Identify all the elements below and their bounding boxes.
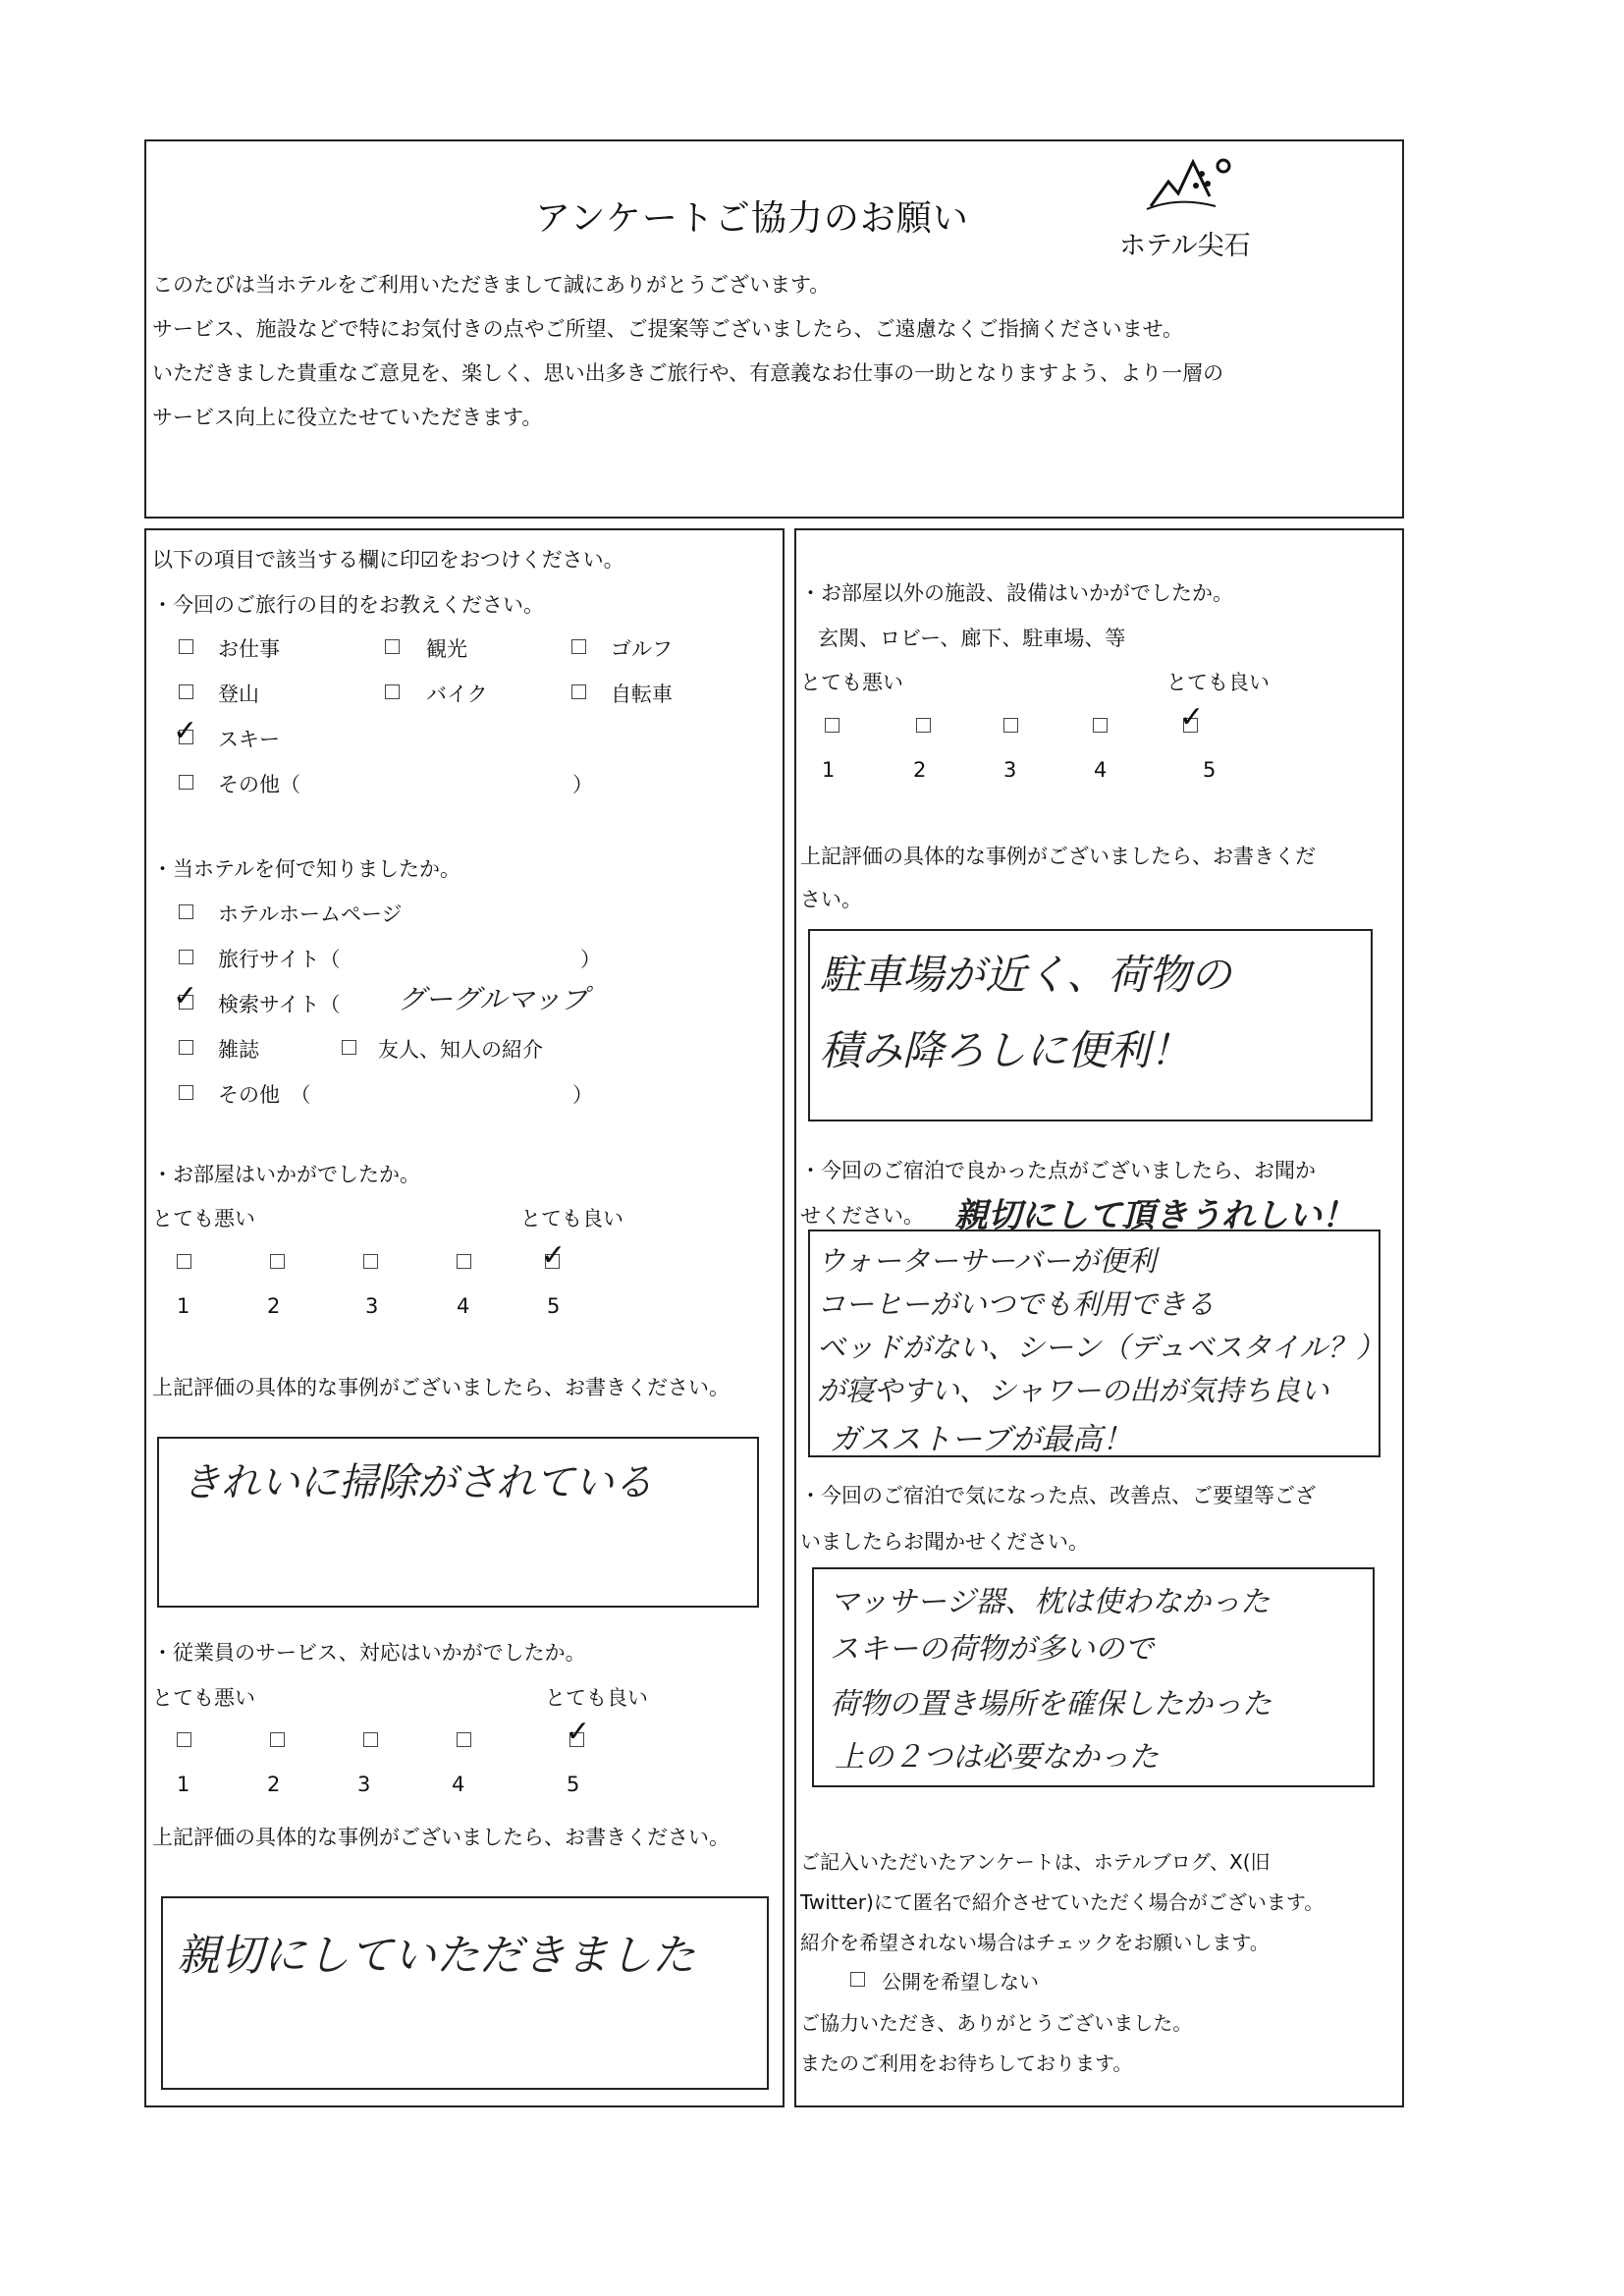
improvements-line-4: 上の２つは必要なかった (835, 1740, 1159, 1775)
intro-line-3: いただきました貴重なご意見を、楽しく、思い出多きご旅行や、有意義なお仕事の一助となりますよう、より一層の (152, 361, 1224, 385)
purpose-checkbox-work[interactable] (179, 639, 193, 654)
purpose-label-climbing: 登山 (218, 683, 259, 706)
closing-line-2: Twitter)にて匿名で紹介させていただく場合がございます。 (800, 1890, 1325, 1914)
good-points-inline-answer: 親切にして頂きうれしい！ (954, 1196, 1355, 1235)
source-label-homepage: ホテルホームページ (218, 902, 403, 926)
staff-bad-label: とても悪い (152, 1686, 255, 1710)
facilities-rating-checkbox-4[interactable] (1093, 718, 1108, 733)
check-mark-icon: ✓ (173, 979, 198, 1013)
source-checkbox-other[interactable] (179, 1085, 193, 1100)
staff-rating-number-3: 3 (357, 1773, 371, 1796)
page-title: アンケートご協力のお願い (535, 198, 969, 239)
facilities-good-label: とても良い (1166, 671, 1270, 694)
purpose-label-work: お仕事 (218, 637, 280, 661)
good-points-line-3: ベッドがない、シーン（デュベスタイル？） (817, 1331, 1384, 1364)
room-rating-number-5: 5 (547, 1294, 561, 1318)
improvements-prompt-2: いましたらお聞かせください。 (800, 1530, 1089, 1554)
check-mark-icon: ✓ (173, 714, 198, 748)
facilities-rating-number-1: 1 (822, 758, 836, 782)
hotel-name: ホテル尖石 (1119, 231, 1251, 261)
staff-rating-number-4: 4 (452, 1773, 465, 1796)
good-points-line-5: ガスストーブが最高！ (830, 1422, 1133, 1457)
purpose-label-other-close: ） (572, 773, 593, 796)
facilities-rating-checkbox-2[interactable] (916, 718, 931, 733)
facilities-rating-number-3: 3 (1003, 758, 1017, 782)
closing-line-1: ご記入いただいたアンケートは、ホテルブログ、X(旧 (800, 1850, 1271, 1874)
purpose-label-sightseeing: 観光 (426, 637, 467, 661)
staff-question: ・従業員のサービス、対応はいかがでしたか。 (152, 1641, 586, 1665)
room-rating-number-3: 3 (365, 1294, 379, 1318)
purpose-checkbox-bike[interactable] (385, 684, 400, 699)
improvements-line-2: スキーの荷物が多いので (830, 1632, 1154, 1667)
facilities-rating-checkbox-1[interactable] (825, 718, 839, 733)
staff-rating-number-5: 5 (567, 1773, 580, 1796)
purpose-checkbox-sightseeing[interactable] (385, 639, 400, 654)
facilities-detail-prompt-1: 上記評価の具体的な事例がございましたら、お書きくだ (800, 845, 1316, 868)
room-rating-checkbox-4[interactable] (457, 1254, 471, 1269)
check-mark-icon: ✓ (1179, 700, 1205, 735)
improvements-line-3: 荷物の置き場所を確保したかった (830, 1687, 1272, 1722)
purpose-question: ・今回のご旅行の目的をお教えください。 (152, 593, 544, 617)
room-rating-checkbox-2[interactable] (270, 1254, 285, 1269)
purpose-checkbox-other[interactable] (179, 775, 193, 790)
purpose-label-other: その他（ (218, 773, 300, 796)
thanks-line-1: ご協力いただき、ありがとうございました。 (800, 2011, 1193, 2035)
closing-line-3: 紹介を希望されない場合はチェックをお願いします。 (800, 1931, 1270, 1954)
staff-detail-prompt: 上記評価の具体的な事例がございましたら、お書きください。 (152, 1826, 730, 1849)
room-rating-number-4: 4 (457, 1294, 470, 1318)
staff-good-label: とても良い (545, 1686, 648, 1710)
room-good-label: とても良い (520, 1207, 623, 1230)
source-label-friends: 友人、知人の紹介 (378, 1038, 543, 1062)
no-publish-checkbox[interactable] (850, 1972, 865, 1987)
instruction-text: 以下の項目で該当する欄に印☑をおつけください。 (152, 548, 624, 572)
source-checkbox-friends[interactable] (342, 1040, 356, 1055)
source-checkbox-homepage[interactable] (179, 904, 193, 919)
intro-line-1: このたびは当ホテルをご利用いただきまして誠にありがとうございます。 (152, 273, 831, 297)
good-points-line-2: コーヒーがいつでも利用できる (817, 1287, 1215, 1321)
source-label-magazine: 雑誌 (218, 1038, 259, 1062)
room-rating-checkbox-1[interactable] (177, 1254, 191, 1269)
purpose-label-golf: ゴルフ (611, 637, 673, 661)
staff-rating-checkbox-4[interactable] (457, 1732, 471, 1747)
good-points-line-4: が寝やすい、シャワーの出が気持ち良い (817, 1374, 1329, 1407)
facilities-comment-line-2: 積み降ろしに便利！ (820, 1026, 1192, 1074)
staff-rating-checkbox-3[interactable] (363, 1732, 378, 1747)
good-points-prompt-1: ・今回のご宿泊で良かった点がございましたら、お聞か (800, 1159, 1316, 1182)
no-publish-label: 公開を希望しない (882, 1970, 1039, 1994)
purpose-label-bike: バイク (426, 683, 488, 706)
staff-rating-number-1: 1 (177, 1773, 190, 1796)
source-label-other-close: ） (572, 1083, 593, 1107)
purpose-label-ski: スキー (218, 728, 280, 751)
source-question: ・当ホテルを何で知りましたか。 (152, 857, 460, 881)
facilities-rating-checkbox-3[interactable] (1003, 718, 1018, 733)
source-label-travel-site-close: ） (580, 948, 601, 971)
facilities-rating-number-4: 4 (1094, 758, 1108, 782)
purpose-checkbox-climbing[interactable] (179, 684, 193, 699)
source-label-search-site: 検索サイト（ (218, 993, 341, 1016)
facilities-bad-label: とても悪い (800, 671, 903, 694)
staff-rating-checkbox-1[interactable] (177, 1732, 191, 1747)
staff-rating-number-2: 2 (267, 1773, 281, 1796)
facilities-sub: 玄関、ロビー、廊下、駐車場、等 (818, 627, 1126, 650)
intro-line-2: サービス、施設などで特にお気付きの点やご所望、ご提案等ございましたら、ご遠慮なくご指摘くださいませ。 (152, 317, 1183, 341)
facilities-rating-number-5: 5 (1203, 758, 1217, 782)
thanks-line-2: またのご利用をお待ちしております。 (800, 2051, 1133, 2075)
source-label-travel-site: 旅行サイト（ (218, 948, 341, 971)
hotel-logo-icon (1139, 152, 1247, 221)
facilities-comment-line-1: 駐車場が近く、荷物の (820, 951, 1232, 999)
purpose-label-bicycle: 自転車 (611, 683, 673, 706)
purpose-checkbox-bicycle[interactable] (571, 684, 586, 699)
facilities-detail-prompt-2: さい。 (800, 888, 862, 911)
improvements-prompt-1: ・今回のご宿泊で気になった点、改善点、ご要望等ござ (800, 1484, 1316, 1507)
room-rating-number-2: 2 (267, 1294, 281, 1318)
left-column-box (144, 528, 785, 2107)
facilities-question: ・お部屋以外の施設、設備はいかがでしたか。 (800, 581, 1233, 605)
facilities-rating-number-2: 2 (913, 758, 927, 782)
staff-rating-checkbox-2[interactable] (270, 1732, 285, 1747)
room-rating-checkbox-3[interactable] (363, 1254, 378, 1269)
search-site-answer: グーグルマップ (398, 983, 589, 1015)
purpose-checkbox-golf[interactable] (571, 639, 586, 654)
room-detail-prompt: 上記評価の具体的な事例がございましたら、お書きください。 (152, 1376, 730, 1399)
improvements-line-1: マッサージ器、枕は使わなかった (830, 1585, 1271, 1619)
good-points-line-1: ウォーターサーバーが便利 (817, 1244, 1157, 1278)
room-question: ・お部屋はいかがでしたか。 (152, 1163, 420, 1186)
good-points-prompt-2: せください。 (800, 1204, 924, 1228)
room-comment-text: きれいに掃除がされている (182, 1460, 653, 1505)
check-mark-icon: ✓ (541, 1238, 567, 1273)
source-checkbox-travel-site[interactable] (179, 950, 193, 964)
room-rating-number-1: 1 (177, 1294, 190, 1318)
source-checkbox-magazine[interactable] (179, 1040, 193, 1055)
source-label-other: その他 （ (218, 1083, 311, 1107)
room-bad-label: とても悪い (152, 1207, 255, 1230)
staff-comment-text: 親切にしていただきました (177, 1931, 695, 1981)
intro-line-4: サービス向上に役立たせていただきます。 (152, 406, 543, 429)
check-mark-icon: ✓ (566, 1715, 591, 1749)
